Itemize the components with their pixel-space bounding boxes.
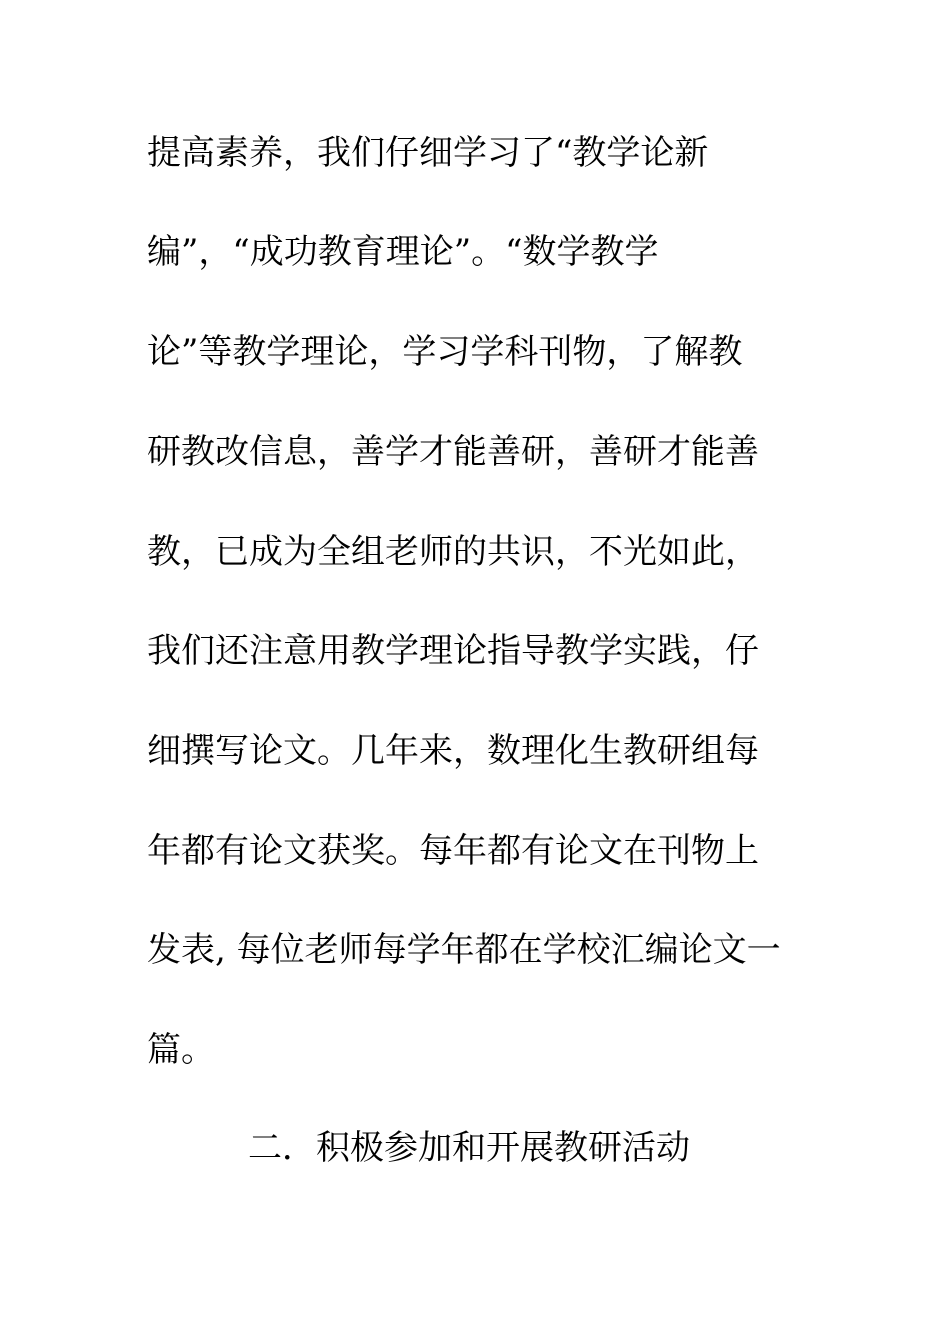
paragraph-line: 篇。: [147, 1030, 215, 1070]
paragraph-line: 提高素养，我们仔细学习了“教学论新: [147, 133, 709, 173]
paragraph-line: 细撰写论文。几年来，数理化生教研组每: [147, 731, 759, 771]
paragraph-line: 教，已成为全组老师的共识，不光如此，: [147, 532, 759, 572]
paragraph-line: 论”等教学理论，学习学科刊物，了解教: [147, 332, 743, 372]
paragraph-line: 年都有论文获奖。每年都有论文在刊物上: [147, 831, 759, 871]
section-heading: 二．积极参加和开展教研活动: [248, 1128, 690, 1168]
paragraph-line: 发表, 每位老师每学年都在学校汇编论文一: [147, 930, 781, 970]
paragraph-line: 我们还注意用教学理论指导教学实践，仔: [147, 631, 759, 671]
paragraph-line: 编”，“成功教育理论”。“数学教学: [147, 232, 659, 272]
paragraph-line: 研教改信息，善学才能善研，善研才能善: [147, 432, 759, 472]
